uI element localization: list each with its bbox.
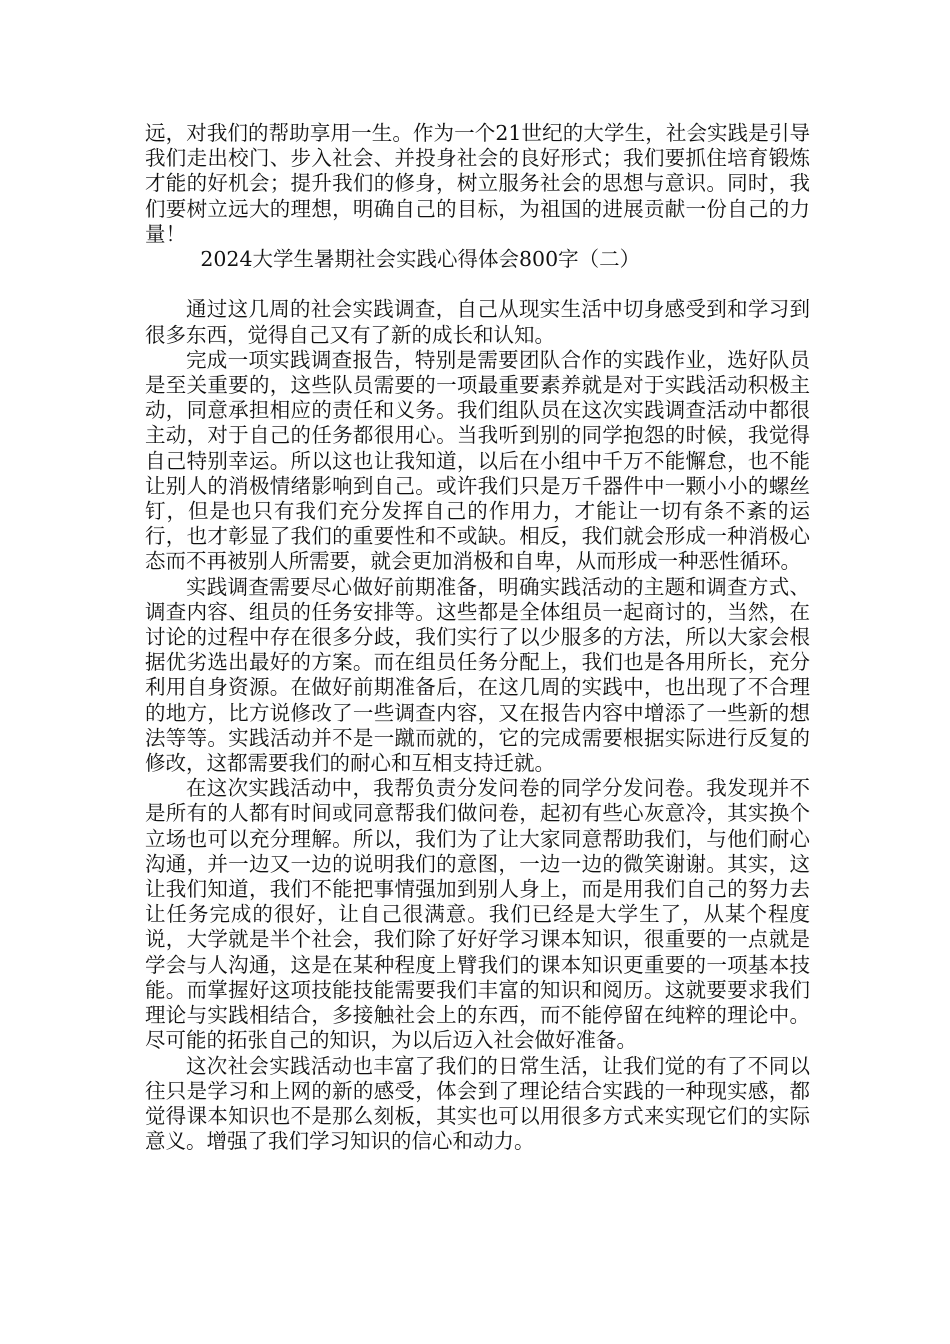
body-paragraph-2: 完成一项实践调查报告，特别是需要团队合作的实践作业，选好队员是至关重要的，这些队员需要的一项最重要素养就是对于实践活动积极主动，同意承担相应的责任和义务。我们组队员在这次实践调查活动中都很主动，对于自己的任务都很用心。当我听到别的同学抱怨的时候，我觉得自己特别幸运。所以这也让我知道，以后在小组中千万不能懈怠，也不能让别人的消极情绪影响到自己。或许我们只是万千器件中一颗小小的螺丝钉，但是也只有我们充分发挥自己的作用力，才能让一切有条不紊的运行，也才彰显了我们的重要性和不或缺。相反，我们就会形成一种消极心态而不再被别人所需要，就会更加消极和自卑，从而形成一种恶性循环。	[145, 347, 810, 574]
blank-line	[145, 272, 810, 297]
continuation-paragraph: 远，对我们的帮助享用一生。作为一个21世纪的大学生，社会实践是引导我们走出校门、步入社会、并投身社会的良好形式；我们要抓住培育锻炼才能的好机会；提升我们的修身，树立服务社会的思想与意识。同时，我们要树立远大的理想，明确自己的目标，为祖国的进展贡献一份自己的力量！	[145, 121, 810, 246]
body-paragraph-4: 在这次实践活动中，我帮负责分发问卷的同学分发问卷。我发现并不是所有的人都有时间或同意帮我们做问卷，起初有些心灰意冷，其实换个立场也可以充分理解。所以，我们为了让大家同意帮助我们，与他们耐心沟通，并一边又一边的说明我们的意图，一边一边的微笑谢谢。其实，这让我们知道，我们不能把事情强加到别人身上，而是用我们自己的努力去让任务完成的很好，让自己很满意。我们已经是大学生了，从某个程度说，大学就是半个社会，我们除了好好学习课本知识，很重要的一点就是学会与人沟通，这是在某种程度上臂我们的课本知识更重要的一项基本技能。而掌握好这项技能技能需要我们丰富的知识和阅历。这就要要求我们理论与实践相结合，多接触社会上的东西，而不能停留在纯粹的理论中。尽可能的拓张自己的知识，为以后迈入社会做好准备。	[145, 776, 810, 1053]
document-page	[145, 121, 810, 1154]
body-paragraph-5: 这次社会实践活动也丰富了我们的日常生活，让我们觉的有了不同以往只是学习和上网的新的感受，体会到了理论结合实践的一种现实感，都觉得课本知识也不是那么刻板，其实也可以用很多方式来实现它们的实际意义。增强了我们学习知识的信心和动力。	[145, 1053, 810, 1154]
body-paragraph-3: 实践调查需要尽心做好前期准备，明确实践活动的主题和调查方式、调查内容、组员的任务安排等。这些都是全体组员一起商讨的，当然，在讨论的过程中存在很多分歧，我们实行了以少服多的方法，所以大家会根据优劣选出最好的方案。而在组员任务分配上，我们也是各用所长，充分利用自身资源。在做好前期准备后，在这几周的实践中，也出现了不合理的地方，比方说修改了一些调查内容，又在报告内容中增添了一些新的想法等等。实践活动并不是一蹴而就的，它的完成需要根据实际进行反复的修改，这都需要我们的耐心和互相支持迁就。	[145, 574, 810, 776]
body-paragraph-1: 通过这几周的社会实践调查，自己从现实生活中切身感受到和学习到很多东西，觉得自己又有了新的成长和认知。	[145, 297, 810, 347]
section-title: 2024大学生暑期社会实践心得体会800字（二）	[200, 247, 641, 272]
